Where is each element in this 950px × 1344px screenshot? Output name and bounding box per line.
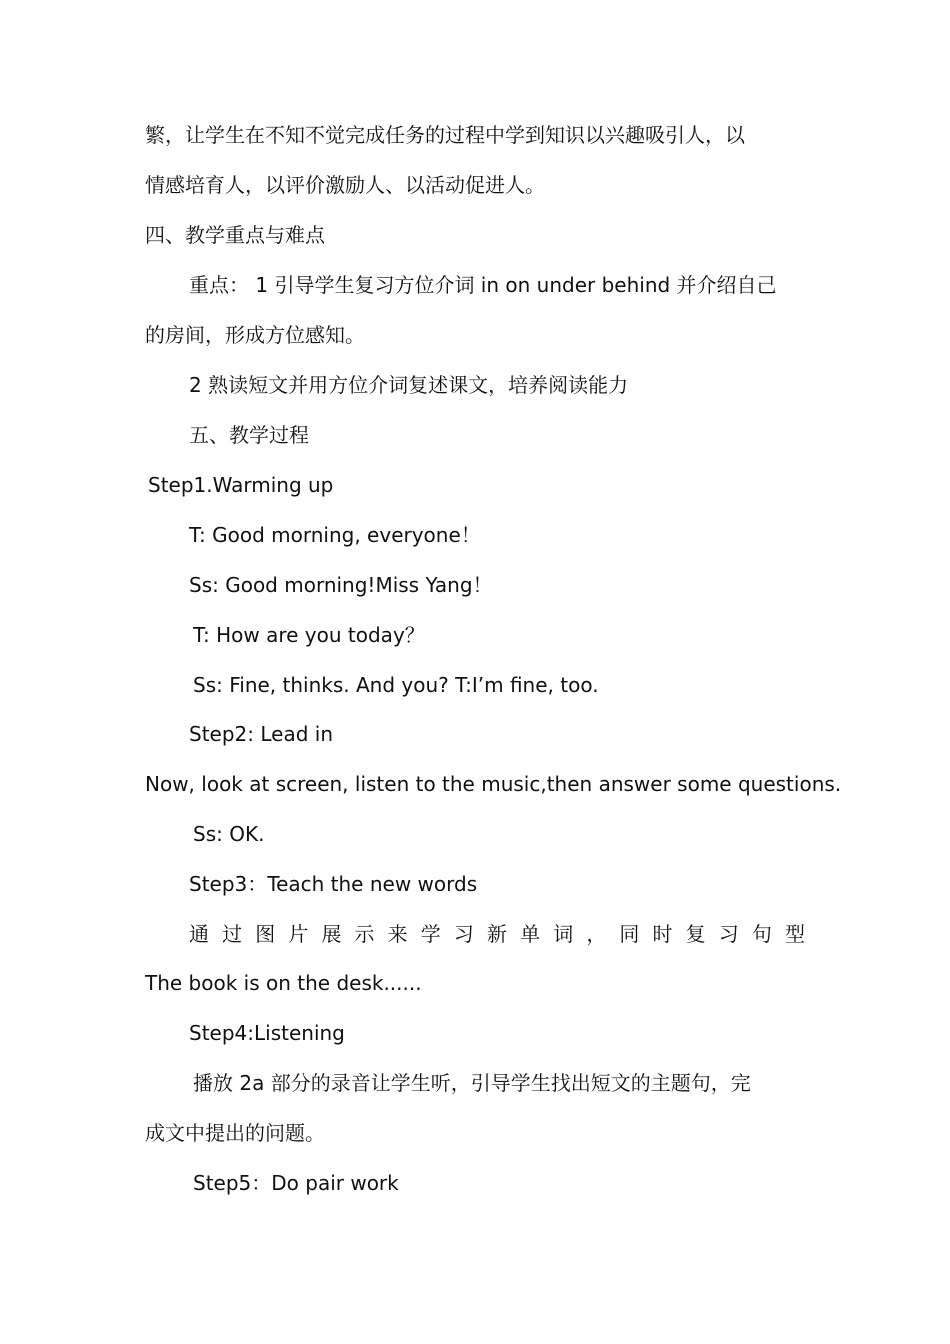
paragraph-line: 繁，让学生在不知不觉完成任务的过程中学到知识以兴趣吸引人，以 — [145, 123, 745, 147]
step-heading: Step3：Teach the new words — [189, 872, 478, 896]
paragraph-line: 情感培育人，以评价激励人、以活动促进人。 — [145, 173, 545, 197]
section-heading: 五、教学过程 — [189, 423, 309, 447]
paragraph-line: 2 熟读短文并用方位介词复述课文，培养阅读能力 — [189, 373, 629, 397]
dialogue-line: T: Good morning, everyone！ — [189, 523, 481, 547]
step-heading: Step2: Lead in — [189, 722, 333, 746]
step-heading: Step5：Do pair work — [193, 1171, 399, 1195]
paragraph-line: 播放 2a 部分的录音让学生听，引导学生找出短文的主题句，完 — [193, 1071, 751, 1095]
section-heading: 四、教学重点与难点 — [145, 223, 325, 247]
dialogue-line: Ss: Fine, thinks. And you? T:I’m fine, too. — [193, 673, 599, 697]
step-heading: Step4:Listening — [189, 1021, 345, 1045]
paragraph-line: 的房间，形成方位感知。 — [145, 323, 365, 347]
paragraph-line: 重点： 1 引导学生复习方位介词 in on under behind 并介绍自己 — [189, 273, 777, 297]
spaced-paragraph-line: 通 过 图 片 展 示 来 学 习 新 单 词 ， 同 时 复 习 句 型 — [189, 922, 805, 946]
paragraph-line: The book is on the desk...... — [145, 971, 422, 995]
step-heading: Step1.Warming up — [148, 473, 334, 497]
dialogue-line: Ss: Good morning!Miss Yang！ — [189, 573, 493, 597]
dialogue-line: T: How are you today？ — [193, 623, 425, 647]
paragraph-line: Now, look at screen, listen to the music,then answer some questions. — [145, 772, 842, 796]
paragraph-line: 成文中提出的问题。 — [145, 1121, 325, 1145]
dialogue-line: Ss: OK. — [193, 822, 265, 846]
